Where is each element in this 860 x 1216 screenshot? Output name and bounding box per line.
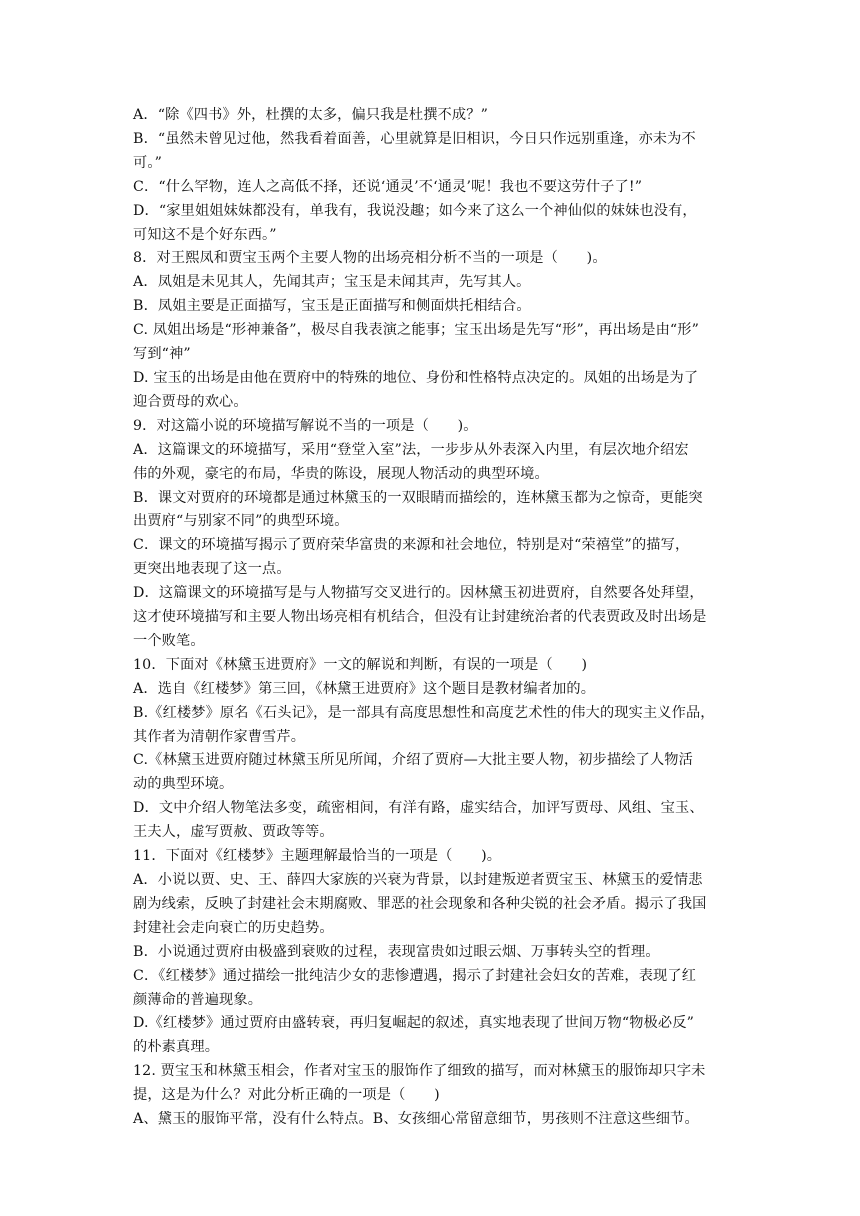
text-line: B.《红楼梦》原名《石头记》，是一部具有高度思想性和高度艺术性的伟大的现实主义作品， bbox=[133, 704, 715, 721]
text-line: A．这篇课文的环境描写，采用“登堂入室”法，一步步从外表深入内里，有层次地介绍宏 bbox=[133, 441, 689, 458]
text-line: 写到“神” bbox=[133, 346, 191, 363]
text-line: 颜薄命的普遍现象。 bbox=[133, 991, 263, 1008]
text-line: C．课文的环境描写揭示了贾府荣华富贵的来源和社会地位，特别是对“荣禧堂”的描写， bbox=[133, 537, 690, 554]
text-line: 这才使环境描写和主要人物出场亮相有机结合，但没有让封建统治者的代表贾政及时出场是 bbox=[133, 609, 707, 626]
question-8: 8．对王熙凤和贾宝玉两个主要人物的出场亮相分析不当的一项是（ )。 bbox=[133, 250, 607, 267]
text-line: 出贾府“与别家不同”的典型环境。 bbox=[133, 513, 349, 530]
text-line: D．这篇课文的环境描写是与人物描写交叉进行的。因林黛玉初进贾府，自然要各处拜望， bbox=[133, 585, 704, 602]
text-line: C．《红楼梦》通过描绘一批纯洁少女的悲惨遭遇，揭示了封建社会妇女的苦难，表现了红 bbox=[133, 967, 697, 984]
text-line: 更突出地表现了这一点。 bbox=[133, 561, 291, 578]
text-line: 迎合贾母的欢心。 bbox=[133, 393, 248, 410]
text-line: A．选自《红楼梦》第三回，《林黛王进贾府》这个题目是教材编者加的。 bbox=[133, 680, 596, 697]
text-line: 的朴素真理。 bbox=[133, 1039, 220, 1056]
text-line: 动的典型环境。 bbox=[133, 776, 234, 793]
document-body bbox=[133, 104, 733, 1132]
text-line: A、黛玉的服饰平常，没有什么特点。B、女孩细心常留意细节，男孩则不注意这些细节。 bbox=[133, 1111, 699, 1128]
text-line: C．“什么罕物，连人之高低不择，还说‘通灵’不‘通灵’呢！我也不要这劳什子了!” bbox=[133, 178, 643, 195]
text-line: D．“家里姐姐妹妹都没有，单我有，我说没趣；如今来了这么一个神仙似的妹妹也没有， bbox=[133, 202, 697, 219]
question-9: 9．对这篇小说的环境描写解说不当的一项是（ )。 bbox=[133, 417, 478, 434]
text-line: A．小说以贾、史、王、薛四大家族的兴衰为背景，以封建叛逆者贾宝玉、林黛玉的爱情悲 bbox=[133, 872, 703, 888]
text-line: 可。” bbox=[133, 154, 162, 171]
text-line: 王夫人，虚写贾赦、贾政等等。 bbox=[133, 824, 334, 841]
text-line: B．小说通过贾府由极盛到衰败的过程，表现富贵如过眼云烟、万事转头空的哲理。 bbox=[133, 943, 660, 960]
text-line: 封建社会走向衰亡的历史趋势。 bbox=[133, 919, 334, 936]
text-line: A．“除《四书》外，杜撰的太多，偏只我是杜撰不成？” bbox=[133, 107, 488, 123]
text-line: 伟的外观，豪宅的布局，华贵的陈设，展现人物活动的典型环境。 bbox=[133, 465, 549, 482]
text-line: 剧为线索，反映了封建社会末期腐败、罪恶的社会现象和各种尖锐的社会矛盾。揭示了我国 bbox=[133, 895, 707, 912]
question-12: 12. 贾宝玉和林黛玉相会，作者对宝玉的服饰作了细致的描写，而对林黛玉的服饰却只字未 bbox=[133, 1063, 706, 1080]
text-line: C.《林黛玉进贾府随过林黛玉所见所闻，介绍了贾府—大批主要人物，初步描绘了人物活 bbox=[133, 752, 693, 769]
text-line: C. 凤姐出场是“形神兼备”，极尽自我表演之能事；宝玉出场是先写“形”，再出场是由“形” bbox=[133, 322, 700, 339]
text-line: A．凤姐是未见其人，先闻其声；宝玉是未闻其声，先写其人。 bbox=[133, 274, 531, 291]
text-line: B．“虽然未曾见过他，然我看着面善，心里就算是旧相识，今日只作远别重逢，亦未为不 bbox=[133, 130, 696, 147]
text-line: B．凤姐主要是正面描写，宝玉是正面描写和侧面烘托相结合。 bbox=[133, 298, 531, 315]
text-line: 其作者为清朝作家曹雪芹。 bbox=[133, 728, 306, 745]
text-line: 可知这不是个好东西。” bbox=[133, 226, 277, 243]
text-line: B．课文对贾府的环境都是通过林黛玉的一双眼睛而描绘的，连林黛玉都为之惊奇，更能突 bbox=[133, 489, 703, 506]
text-line: 提，这是为什么？对此分析正确的一项是（ ) bbox=[133, 1087, 440, 1104]
text-line: 一个败笔。 bbox=[133, 632, 205, 649]
text-line: D. 宝玉的出场是由他在贾府中的特殊的地位、身份和性格特点决定的。凤姐的出场是为了 bbox=[133, 369, 699, 386]
question-10: 10．下面对《林黛玉进贾府》一文的解说和判断，有误的一项是（ ) bbox=[133, 656, 588, 673]
question-11: 11．下面对《红楼梦》主题理解最恰当的一项是（ )。 bbox=[133, 848, 502, 865]
text-line: D.《红楼梦》通过贾府由盛转衰，再归复崛起的叙述，真实地表现了世间万物“物极必反” bbox=[133, 1015, 694, 1032]
text-line: D．文中介绍人物笔法多变，疏密相间，有洋有路，虚实结合，加评写贾母、风组、宝玉、 bbox=[133, 800, 704, 817]
